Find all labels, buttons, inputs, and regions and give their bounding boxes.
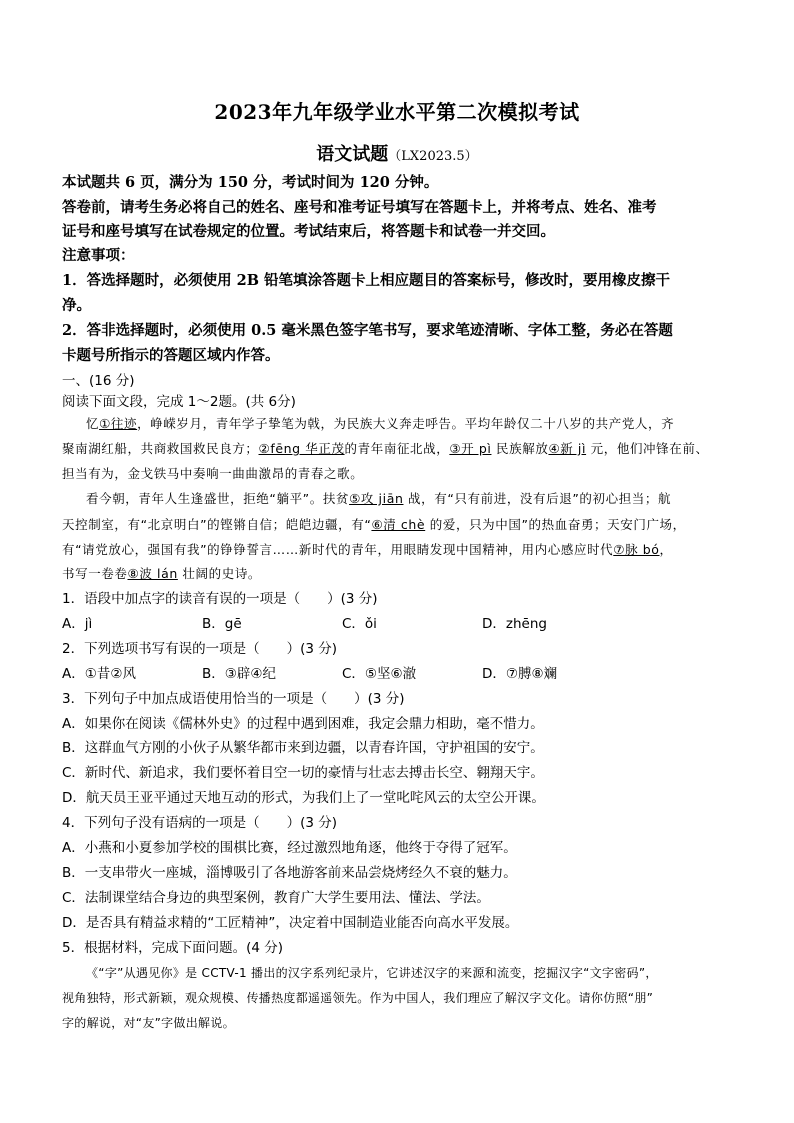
q1-option-a[interactable]: A．jì (62, 616, 93, 632)
blank-3: ③开 pì (449, 441, 492, 456)
blank-5: ⑤攻 jiān (349, 491, 404, 506)
q1-option-b[interactable]: B．gē (202, 616, 242, 632)
notes-title: 注意事项： (62, 247, 135, 264)
question-1-options (62, 613, 732, 635)
question-2-stem: 2．下列选项书写有误的一项是（ ）(3 分) (62, 641, 338, 657)
passage-line: 忆①往迹，峥嵘岁月，青年学子挚笔为戟，为民族大义奔走呼告。平均年龄仅二十八岁的共产党人，齐 (86, 416, 675, 431)
q2-option-d[interactable]: D．⑦膊⑧斓 (482, 666, 558, 682)
q4-option-c[interactable]: C．法制课堂结合身边的典型案例，教育广大学生要用法、懂法、学法。 (62, 890, 490, 906)
exam-code: （LX2023.5） (388, 149, 478, 164)
q3-option-a[interactable]: A．如果你在阅读《儒林外史》的过程中遇到困难，我定会鼎力相助，毫不惜力。 (62, 716, 544, 732)
q2-option-c[interactable]: C．⑤坚⑥澈 (342, 666, 417, 682)
q3-option-d[interactable]: D．航天员王亚平通过天地互动的形式，为我们上了一堂叱咤风云的太空公开课。 (62, 790, 545, 806)
exam-subtitle (0, 140, 794, 166)
passage-line: 有“请党放心，强国有我”的铮铮誓言……新时代的青年，用眼睛发现中国精神，用内心感应时代⑦脉 bó， (62, 542, 673, 557)
note-1-line-1: 1．答选择题时，必须使用 2B 铅笔填涂答题卡上相应题目的答案标号，修改时，要用橡皮擦干 (62, 272, 671, 289)
q1-option-c[interactable]: C．ǒi (342, 616, 377, 632)
section-heading: 一、(16 分) (62, 373, 135, 389)
note-1-line-2: 净。 (62, 297, 91, 314)
q4-option-d[interactable]: D．是否具有精益求精的“工匠精神”，决定着中国制造业能否向高水平发展。 (62, 915, 519, 931)
instruction-line-1: 本试题共 6 页，满分为 150 分，考试时间为 120 分钟。 (62, 174, 439, 191)
passage-line: 书写一卷卷⑧波 lán 壮阔的史诗。 (62, 566, 262, 581)
question-1-stem: 1．语段中加点字的读音有误的一项是（ ）(3 分) (62, 591, 378, 607)
question-5-stem: 5．根据材料，完成下面问题。(4 分) (62, 940, 284, 956)
question-4-stem: 4．下列句子没有语病的一项是（ ）(3 分) (62, 815, 338, 831)
exam-title: 2023年九年级学业水平第二次模拟考试 (214, 100, 580, 124)
q1-option-d[interactable]: D．zhēng (482, 616, 547, 632)
note-2-line-1: 2．答非选择题时，必须使用 0.5 毫米黑色签字笔书写，要求笔迹清晰、字体工整，务必在答题 (62, 322, 673, 339)
passage-line: 担当有为，金戈铁马中奏响一曲曲激昂的青春之歌。 (62, 466, 364, 481)
instruction-line-3: 证号和座号填写在试卷规定的位置。考试结束后，将答题卡和试卷一并交回。 (62, 223, 555, 240)
blank-4: ④新 jì (548, 441, 587, 456)
q4-option-a[interactable]: A．小燕和小夏参加学校的围棋比赛，经过激烈地角逐，他终于夺得了冠军。 (62, 840, 517, 856)
note-2-line-2: 卡题号所指示的答题区域内作答。 (62, 347, 280, 364)
blank-2: ②fēng 华正茂 (258, 441, 345, 456)
material-line: 字的解说，对“友”字做出解说。 (62, 1016, 235, 1030)
question-3-stem: 3．下列句子中加点成语使用恰当的一项是（ ）(3 分) (62, 691, 405, 707)
instruction-line-2: 答卷前，请考生务必将自己的姓名、座号和准考证号填写在答题卡上，并将考点、姓名、准考 (62, 199, 657, 216)
q2-option-b[interactable]: B．③辟④纪 (202, 666, 276, 682)
subject-title: 语文试题 (316, 144, 389, 165)
q4-option-b[interactable]: B．一支串带火一座城，淄博吸引了各地游客前来品尝烧烤经久不衰的魅力。 (62, 865, 517, 881)
blank-6: ⑥清 chè (371, 517, 426, 532)
blank-1: ①往迹 (99, 416, 138, 431)
passage-line: 聚南湖红船，共商救国救民良方；②fēng 华正茂的青年南征北战，③开 pì 民族解放④新 jì 元，他们冲锋在前、 (62, 441, 709, 456)
reading-intro: 阅读下面文段，完成 1～2题。(共 6分) (62, 394, 296, 410)
passage-line: 看今朝，青年人生逢盛世，拒绝“躺平”。扶贫⑤攻 jiān 战，有“只有前进，没有后退”的初心担当；航 (86, 491, 672, 506)
passage-line: 天控制室，有“北京明白”的铿锵自信；皑皑边疆，有“⑥清 chè 的爱，只为中国”的热血奋勇；天安门广场， (62, 517, 686, 532)
question-2-options (62, 663, 732, 685)
q3-option-c[interactable]: C．新时代、新追求，我们要怀着目空一切的豪情与壮志去搏击长空、翱翔天宇。 (62, 765, 544, 781)
material-line: 《“字”从遇见你》是 CCTV-1 播出的汉字系列纪录片，它讲述汉字的来源和流变，挖掘汉字“文字密码”， (86, 966, 658, 980)
blank-8: ⑧波 lán (127, 566, 178, 581)
q3-option-b[interactable]: B．这群血气方刚的小伙子从繁华都市来到边疆，以青春许国，守护祖国的安宁。 (62, 740, 544, 756)
blank-7: ⑦脉 bó (613, 542, 660, 557)
q2-option-a[interactable]: A．①昔②风 (62, 666, 136, 682)
material-line: 视角独特，形式新颖，观众规模、传播热度都遥遥领先。作为中国人，我们理应了解汉字文化。请你仿照“朋” (62, 991, 654, 1005)
